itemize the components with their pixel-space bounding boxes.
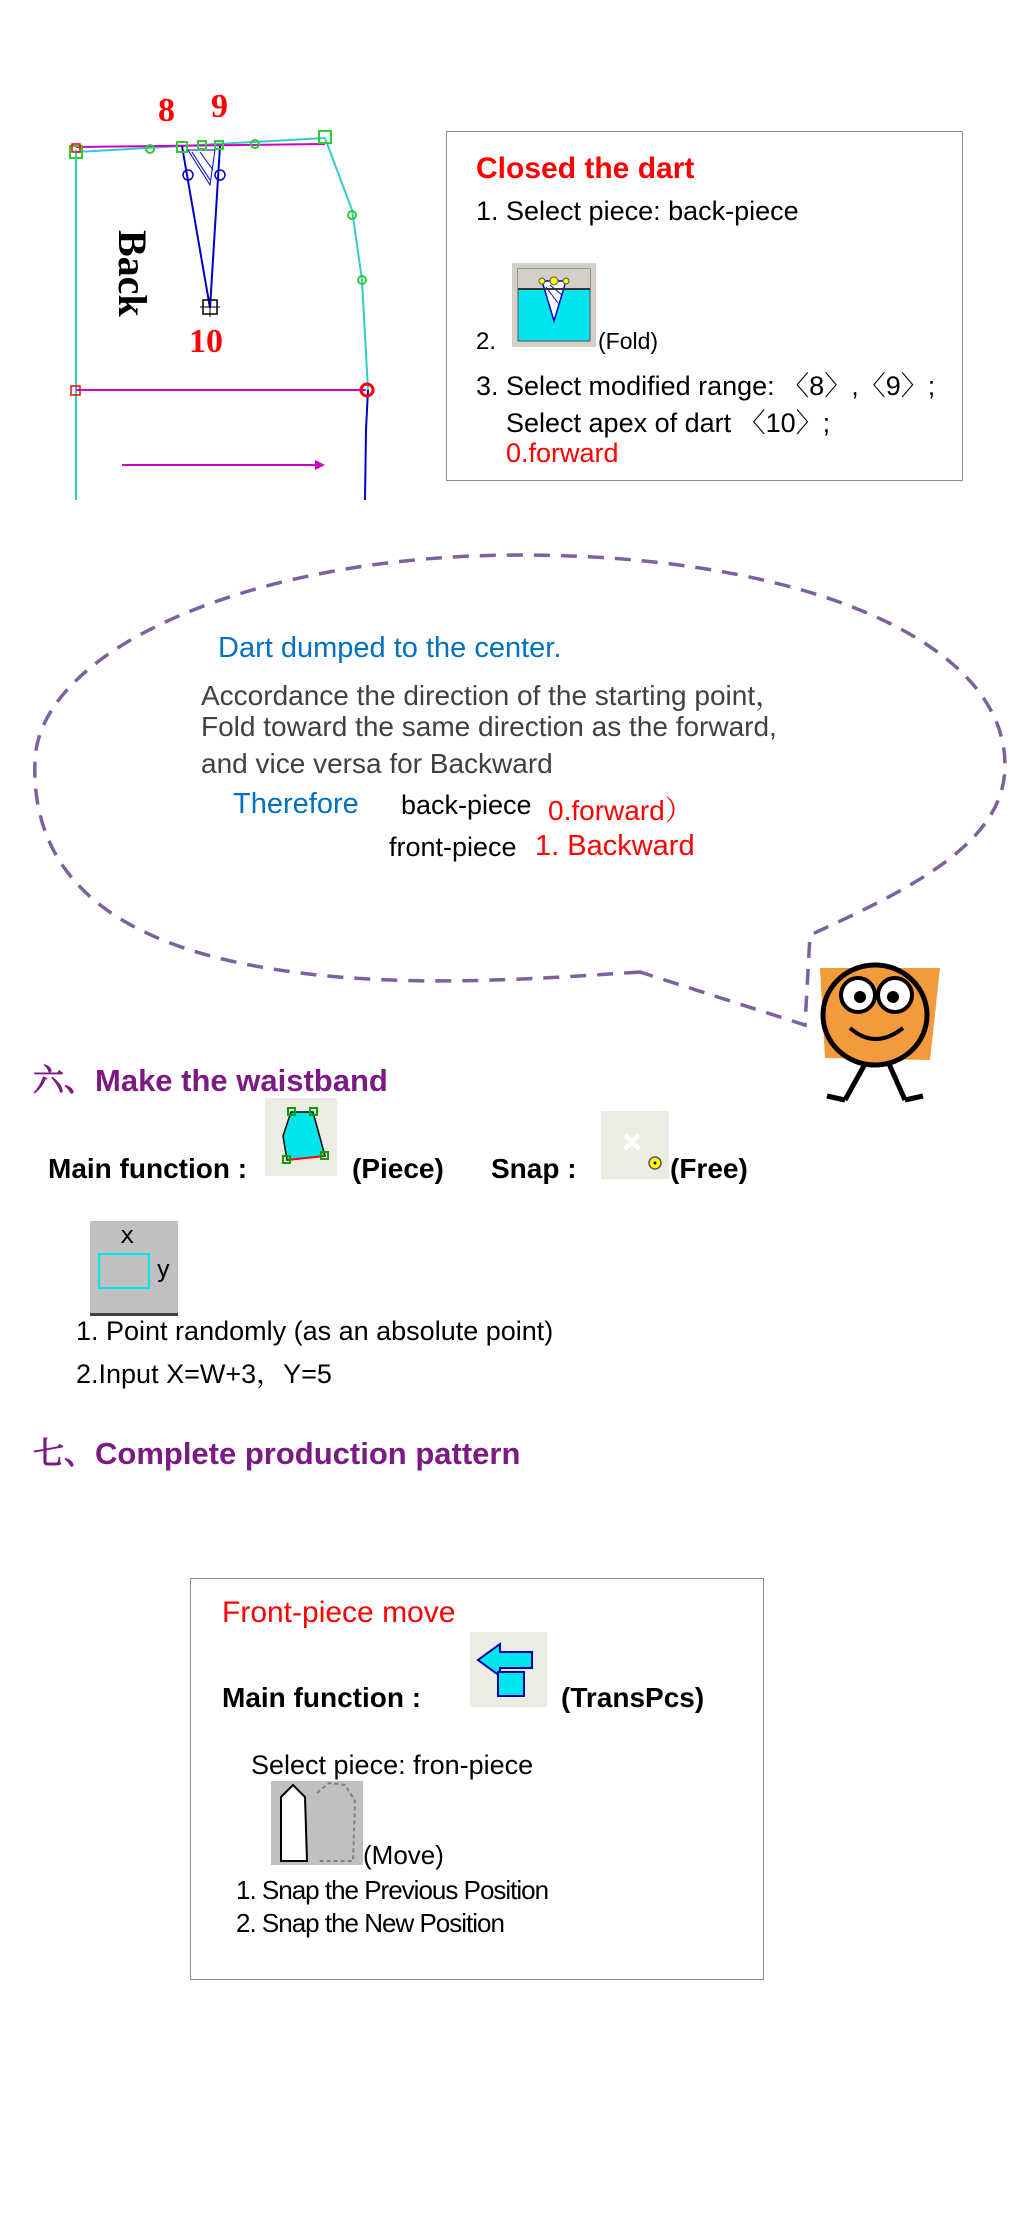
select-fron-piece: Select piece: fron-piece: [251, 1750, 534, 1780]
dart-step-2-num: 2.: [476, 328, 497, 355]
point-8-label: 8: [158, 92, 175, 129]
section6-step-1: 1. Point randomly (as an absolute point): [76, 1316, 554, 1346]
bubble-front-piece: front-piece: [389, 832, 517, 862]
bubble-back-dir: 0.forward）: [548, 795, 693, 826]
xy-x-label: x: [120, 1221, 135, 1249]
dart-step-3a: 3. Select modified range: 〈8〉,〈9〉;: [476, 371, 936, 401]
point-10-label: 10: [189, 323, 223, 360]
bubble-line-4: and vice versa for Backward: [201, 748, 553, 779]
fold-label: (Fold): [598, 328, 659, 354]
bubble-line-2: Accordance the direction of the starting point，: [201, 680, 784, 711]
piece-label: (Piece): [352, 1153, 444, 1184]
section-7-heading: 七、Complete production pattern: [33, 1436, 521, 1471]
bubble-front-dir: 1. Backward: [535, 830, 695, 862]
move-icon[interactable]: [271, 1781, 363, 1865]
bubble-therefore: Therefore: [233, 788, 359, 820]
dart-step-1: 1. Select piece: back-piece: [476, 196, 799, 226]
section-6-heading: 六、Make the waistband: [33, 1063, 388, 1098]
bubble-back-piece: back-piece: [401, 790, 532, 820]
free-snap-icon[interactable]: [601, 1111, 669, 1179]
bubble-line-3: Fold toward the same direction as the forward,: [201, 711, 777, 742]
closed-dart-title: Closed the dart: [476, 152, 695, 185]
section6-step-2: 2.Input X=W+3，Y=5: [76, 1359, 332, 1389]
free-label: (Free): [670, 1153, 748, 1184]
move-step-2: 2. Snap the New Position: [236, 1908, 504, 1938]
move-box-title: Front-piece move: [222, 1596, 456, 1629]
transpcs-icon[interactable]: [470, 1632, 547, 1707]
xy-y-label: y: [156, 1255, 171, 1283]
piece-icon[interactable]: [265, 1098, 337, 1176]
move-main-function-label: Main function :: [222, 1682, 422, 1713]
fold-icon[interactable]: [512, 263, 596, 347]
dart-step-3b: Select apex of dart 〈10〉;: [506, 408, 831, 438]
transpcs-label: (TransPcs): [561, 1682, 705, 1713]
xy-input-icon[interactable]: [90, 1221, 178, 1316]
bubble-line-1: Dart dumped to the center.: [218, 632, 562, 664]
point-9-label: 9: [211, 88, 228, 125]
dart-step-3c: 0.forward: [506, 438, 619, 468]
back-label: Back: [110, 230, 155, 317]
move-step-1: 1. Snap the Previous Position: [236, 1875, 549, 1905]
move-label: (Move): [363, 1840, 444, 1870]
snap-label: Snap :: [491, 1153, 577, 1184]
main-function-label: Main function :: [48, 1153, 248, 1184]
xy-box: [98, 1253, 150, 1289]
cartoon-character-icon: [815, 960, 945, 1110]
